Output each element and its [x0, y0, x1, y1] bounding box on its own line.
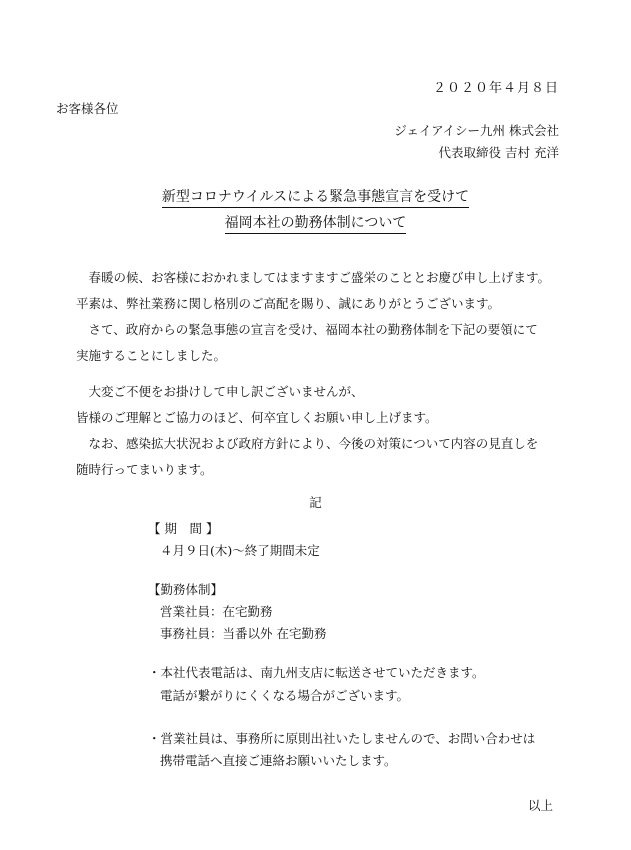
sales-staff-work: 営業社員：在宅勤務	[160, 604, 273, 619]
closing-ijo: 以上	[527, 798, 553, 813]
body-paragraph-line: 皆様のご理解とご協力のほど、何卒宜しくお願い申し上げます。	[76, 410, 438, 425]
work-system-heading: 【勤務体制】	[148, 582, 224, 597]
ki-heading: 記	[309, 495, 322, 510]
body-paragraph-line: 大変ご不便をお掛けして申し訳ございませんが、	[76, 384, 364, 399]
company-name: ジェイアイシー九州 株式会社	[394, 123, 559, 138]
sales-note-line-2: 携帯電話へ直接ご連絡お願いいたします。	[160, 753, 397, 768]
document-title-line-1	[0, 186, 631, 206]
period-value: ４月９日(木)～終了期間未定	[160, 543, 320, 558]
representative-name: 代表取締役 吉村 充洋	[438, 145, 559, 160]
document-title-line-2-text: 福岡本社の勤務体制について	[225, 215, 407, 234]
document-title-line-2	[0, 212, 631, 232]
body-paragraph-line: 平素は、弊社業務に関し格別のご高配を賜り、誠にありがとうございます。	[76, 296, 501, 311]
office-staff-work: 事務社員：当番以外 在宅勤務	[160, 626, 327, 641]
sales-note-line-1: ・営業社員は、事務所に原則出社いたしませんので、お問い合わせは	[148, 731, 536, 746]
document-date: ２０２０年４月８日	[432, 81, 559, 96]
period-heading: 【 期 間 】	[148, 521, 219, 536]
addressee: お客様各位	[56, 101, 119, 116]
body-paragraph-line: 春暖の候、お客様におかれましてはますますご盛栄のこととお慶び申し上げます。	[76, 270, 551, 285]
body-paragraph-line: 随時行ってまいります。	[76, 462, 213, 477]
body-paragraph-line: 実施することにしました。	[76, 348, 227, 363]
body-paragraph-line: なお、感染拡大状況および政府方針により、今後の対策について内容の見直しを	[76, 436, 539, 451]
phone-note-line-2: 電話が繋がりにくくなる場合がございます。	[160, 688, 410, 703]
document-title-line-1-text: 新型コロナウイルスによる緊急事態宣言を受けて	[162, 189, 469, 208]
phone-note-line-1: ・本社代表電話は、南九州支店に転送させていただきます。	[148, 665, 485, 680]
body-paragraph-line: さて、政府からの緊急事態の宣言を受け、福岡本社の勤務体制を下記の要領にて	[76, 322, 538, 337]
